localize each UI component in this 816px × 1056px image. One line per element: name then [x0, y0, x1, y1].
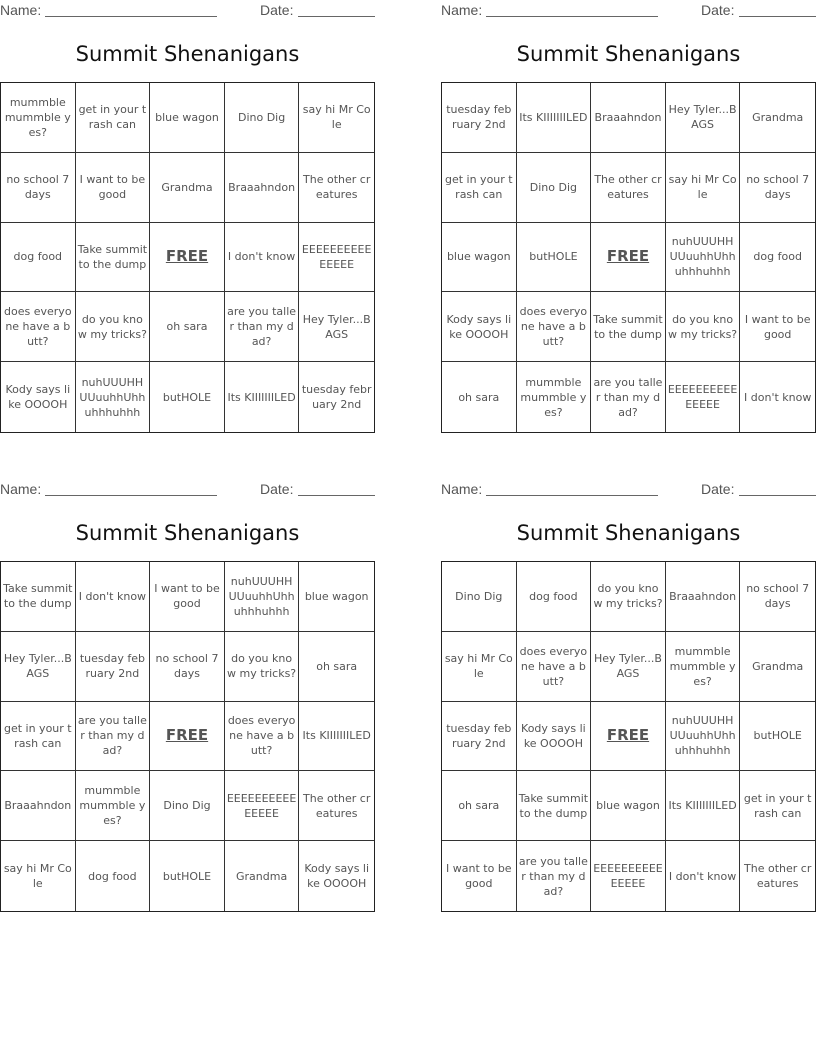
bingo-cell: are you taller than my dad?	[225, 292, 300, 362]
bingo-cell: The other creatures	[299, 153, 374, 223]
bingo-cell: oh sara	[150, 292, 225, 362]
bingo-cell: does everyone have a butt?	[517, 292, 592, 362]
name-field	[486, 16, 658, 17]
name-label: Name:	[0, 481, 42, 497]
bingo-cell: butHOLE	[740, 702, 815, 772]
bingo-cell: Hey Tyler...BAGS	[1, 632, 76, 702]
bingo-cell: no school 7 days	[740, 562, 815, 632]
bingo-cell: are you taller than my dad?	[517, 841, 592, 911]
bingo-cell: Hey Tyler...BAGS	[299, 292, 374, 362]
date-label: Date:	[701, 481, 735, 497]
bingo-cell: oh sara	[442, 362, 517, 432]
bingo-cell: does everyone have a butt?	[225, 702, 300, 772]
date-field	[298, 16, 375, 17]
bingo-cell: no school 7 days	[740, 153, 815, 223]
bingo-cell: tuesday february 2nd	[442, 702, 517, 772]
bingo-cell: nuhUUUHHUUuuhhUhhuhhhuhhh	[666, 223, 741, 293]
bingo-cell: I want to be good	[76, 153, 151, 223]
name-date-row	[441, 2, 816, 20]
bingo-cell: I want to be good	[150, 562, 225, 632]
bingo-cell: Grandma	[150, 153, 225, 223]
date-label: Date:	[260, 2, 294, 18]
card-title: Summit Shenanigans	[75, 521, 300, 545]
free-space: FREE	[591, 223, 666, 293]
bingo-grid	[0, 561, 375, 912]
bingo-cell: mummble mummble yes?	[76, 771, 151, 841]
bingo-card	[441, 0, 816, 436]
date-label: Date:	[701, 2, 735, 18]
bingo-grid	[0, 82, 375, 433]
bingo-cell: get in your trash can	[76, 83, 151, 153]
bingo-cell: are you taller than my dad?	[591, 362, 666, 432]
bingo-cell: I don't know	[744, 390, 812, 404]
bingo-cell: Dino Dig	[517, 153, 592, 223]
bingo-grid	[441, 561, 816, 912]
bingo-cell: nuhUUUHHUUuuhhUhhuhhhuhhh	[76, 362, 151, 432]
bingo-cell: Braaahndon	[666, 562, 741, 632]
card-title: Summit Shenanigans	[516, 42, 741, 66]
name-label: Name:	[0, 2, 42, 18]
bingo-card	[441, 479, 816, 915]
bingo-cell: Take summit to the dump	[591, 292, 666, 362]
bingo-cell: mummble mummble yes?	[666, 632, 741, 702]
bingo-cell: Grandma	[740, 632, 815, 702]
name-label: Name:	[441, 2, 483, 18]
bingo-cell: Its KIIIIIIILED	[299, 702, 374, 772]
bingo-cell: The other creatures	[591, 153, 666, 223]
bingo-cell: Braaahndon	[591, 83, 666, 153]
free-space: FREE	[150, 702, 225, 772]
bingo-cell: say hi Mr Cole	[299, 83, 374, 153]
bingo-cell: dog food	[740, 223, 815, 293]
bingo-cell: no school 7 days	[1, 153, 76, 223]
bingo-cell: nuhUUUHHUUuuhhUhhuhhhuhhh	[225, 562, 300, 632]
bingo-cell: nuhUUUHHUUuuhhUhhuhhhuhhh	[666, 702, 741, 772]
bingo-cell: Grandma	[225, 841, 300, 911]
bingo-cell: does everyone have a butt?	[517, 632, 592, 702]
bingo-cell: Braaahndon	[225, 153, 300, 223]
date-field	[739, 16, 816, 17]
free-space: FREE	[591, 702, 666, 772]
bingo-cell: say hi Mr Cole	[1, 841, 76, 911]
bingo-cell: Kody says like OOOOH	[1, 362, 76, 432]
bingo-cell: tuesday february 2nd	[442, 83, 517, 153]
bingo-cell: Its KIIIIIIILED	[666, 771, 741, 841]
bingo-cell: say hi Mr Cole	[666, 153, 741, 223]
bingo-cell: Dino Dig	[225, 83, 300, 153]
bingo-cell: do you know my tricks?	[76, 292, 151, 362]
bingo-cell: dog food	[1, 223, 76, 293]
name-label: Name:	[441, 481, 483, 497]
bingo-cell: Dino Dig	[150, 771, 225, 841]
bingo-cell: EEEEEEEEEEEEEEE	[666, 362, 741, 432]
bingo-cell: get in your trash can	[442, 153, 517, 223]
bingo-cell: dog food	[76, 841, 151, 911]
bingo-cell: blue wagon	[150, 83, 225, 153]
bingo-cell: oh sara	[442, 771, 517, 841]
bingo-cell: mummble mummble yes?	[1, 83, 76, 153]
bingo-cell: The other creatures	[299, 771, 374, 841]
free-space: FREE	[150, 223, 225, 293]
bingo-cell: oh sara	[299, 632, 374, 702]
card-title: Summit Shenanigans	[75, 42, 300, 66]
bingo-cell: do you know my tricks?	[591, 562, 666, 632]
bingo-cell: no school 7 days	[150, 632, 225, 702]
name-field	[45, 16, 217, 17]
bingo-cell: Take summit to the dump	[76, 223, 151, 293]
bingo-card	[0, 479, 375, 915]
name-date-row	[0, 481, 375, 499]
name-field	[486, 495, 658, 496]
bingo-cell: butHOLE	[150, 362, 225, 432]
bingo-cell: get in your trash can	[740, 771, 815, 841]
bingo-cell: blue wagon	[591, 771, 666, 841]
bingo-cell: do you know my tricks?	[666, 292, 741, 362]
card-title: Summit Shenanigans	[516, 521, 741, 545]
date-field	[298, 495, 375, 496]
bingo-cell: EEEEEEEEEEEEEEE	[591, 841, 666, 911]
bingo-cell: Its KIIIIIIILED	[225, 362, 300, 432]
bingo-cell: Hey Tyler...BAGS	[591, 632, 666, 702]
bingo-cell: does everyone have a butt?	[1, 292, 76, 362]
bingo-cell: Kody says like OOOOH	[442, 292, 517, 362]
bingo-cell: Kody says like OOOOH	[304, 862, 370, 891]
bingo-cell: I don't know	[666, 841, 741, 911]
bingo-cell: say hi Mr Cole	[442, 632, 517, 702]
bingo-cell: butHOLE	[150, 841, 225, 911]
bingo-cell: Dino Dig	[442, 562, 517, 632]
bingo-cell: EEEEEEEEEEEEEEE	[225, 771, 300, 841]
bingo-cell: Kody says like OOOOH	[517, 702, 592, 772]
bingo-cell: Grandma	[740, 83, 815, 153]
date-field	[739, 495, 816, 496]
name-field	[45, 495, 217, 496]
bingo-cell: The other creatures	[744, 862, 812, 891]
bingo-cell: I don't know	[76, 562, 151, 632]
bingo-cell: Its KIIIIIIILED	[517, 83, 592, 153]
bingo-cell: dog food	[517, 562, 592, 632]
bingo-cell: are you taller than my dad?	[76, 702, 151, 772]
bingo-cell: Braaahndon	[1, 771, 76, 841]
bingo-cell: I don't know	[225, 223, 300, 293]
bingo-cell: butHOLE	[517, 223, 592, 293]
bingo-cell: EEEEEEEEEEEEEEE	[299, 223, 374, 293]
bingo-cell: Take summit to the dump	[517, 771, 592, 841]
name-date-row	[441, 481, 816, 499]
bingo-cell: tuesday february 2nd	[301, 383, 372, 412]
bingo-cell: mummble mummble yes?	[517, 362, 592, 432]
bingo-grid	[441, 82, 816, 433]
bingo-cell: Hey Tyler...BAGS	[666, 83, 741, 153]
date-label: Date:	[260, 481, 294, 497]
bingo-cell: I want to be good	[442, 841, 517, 911]
bingo-cell: do you know my tricks?	[225, 632, 300, 702]
bingo-cell: Take summit to the dump	[1, 562, 76, 632]
bingo-cell: I want to be good	[740, 292, 815, 362]
bingo-cell: tuesday february 2nd	[76, 632, 151, 702]
bingo-card	[0, 0, 375, 436]
bingo-cell: blue wagon	[442, 223, 517, 293]
bingo-cell: get in your trash can	[1, 702, 76, 772]
name-date-row	[0, 2, 375, 20]
bingo-cell: blue wagon	[299, 562, 374, 632]
